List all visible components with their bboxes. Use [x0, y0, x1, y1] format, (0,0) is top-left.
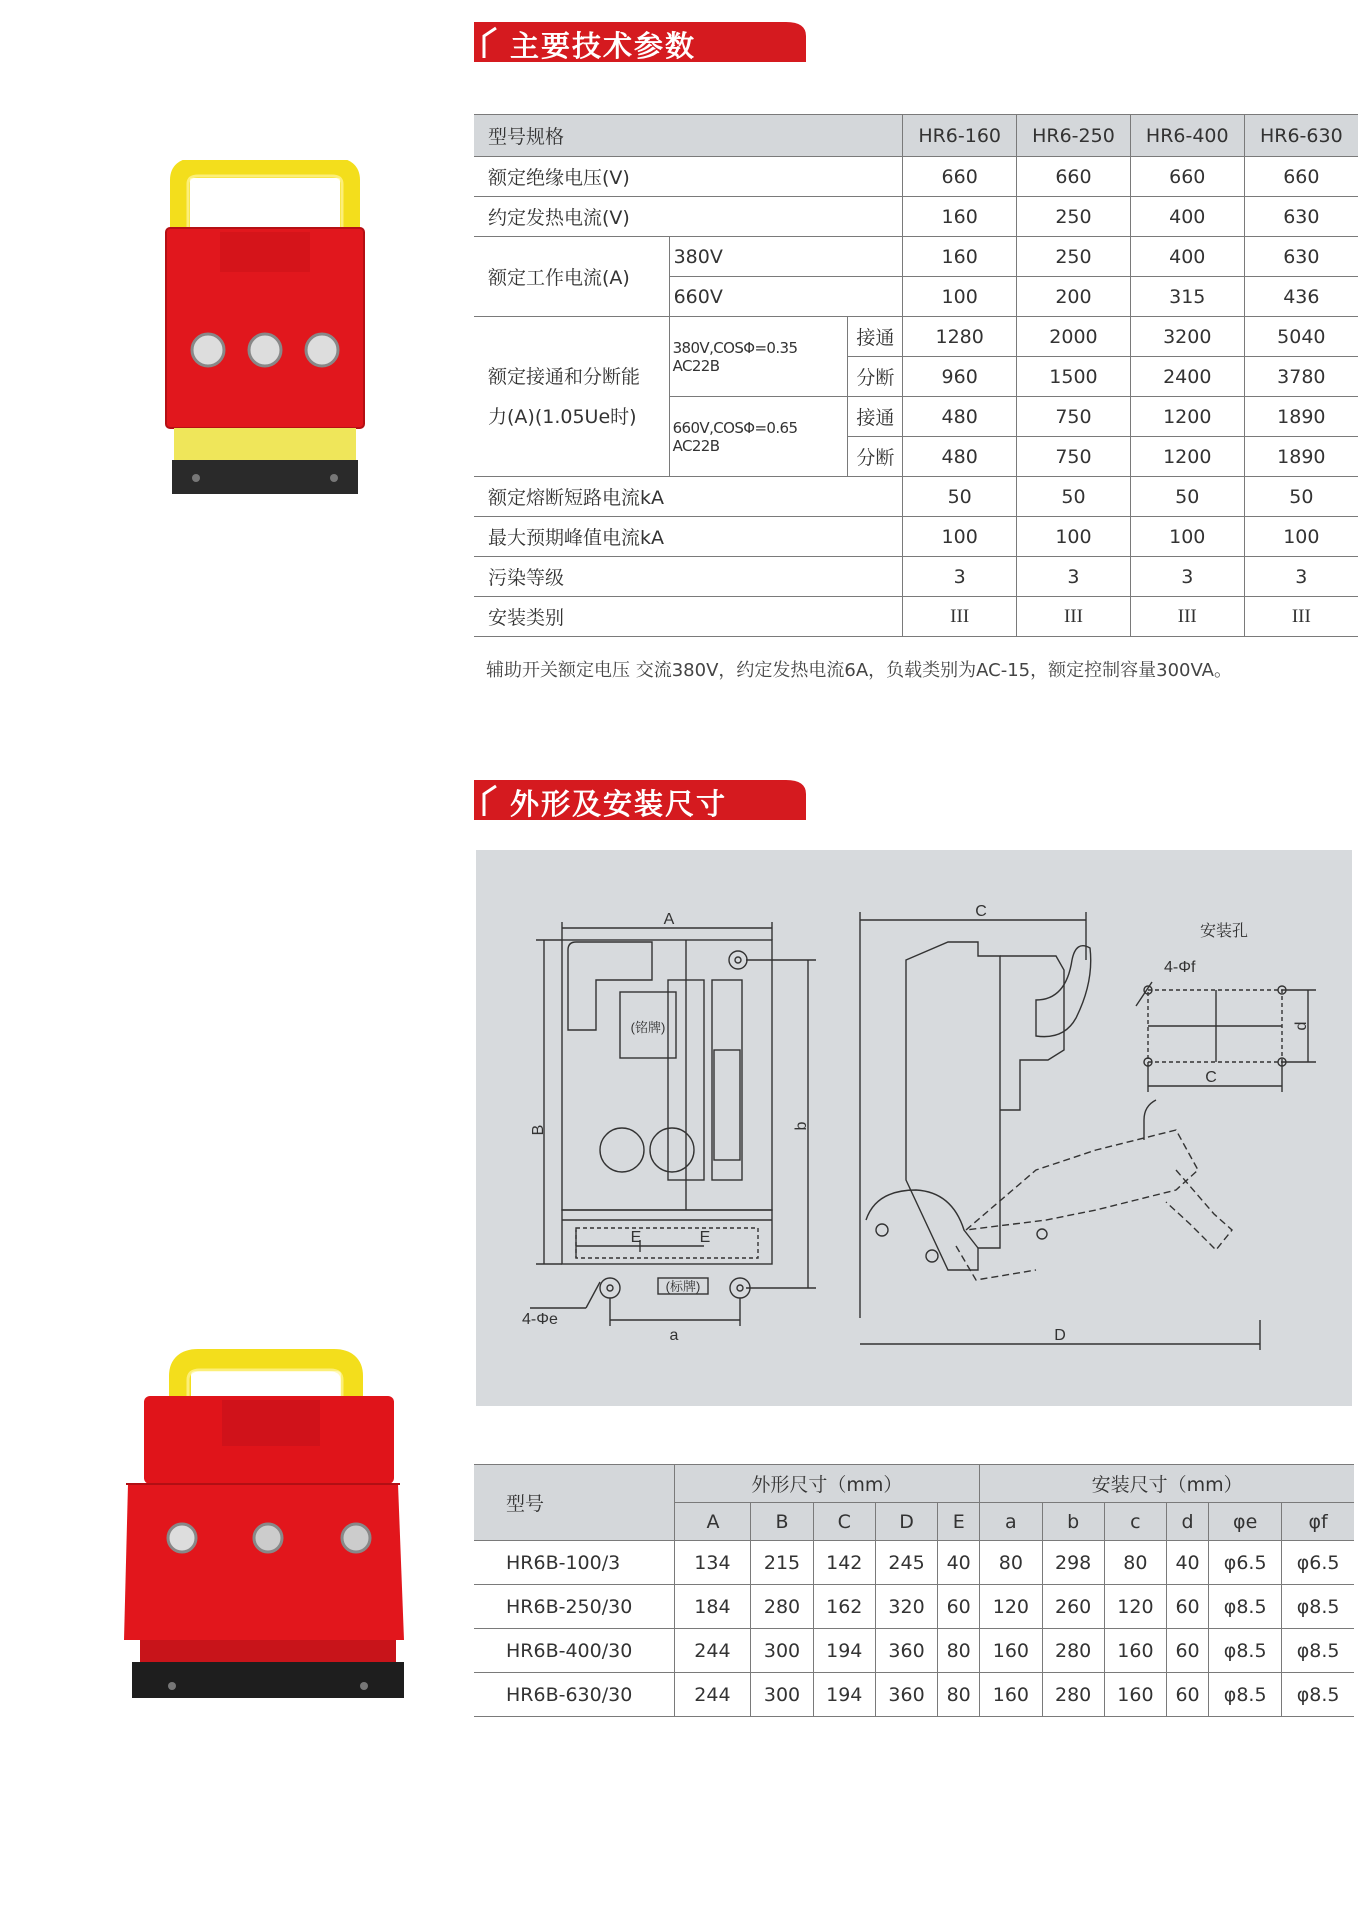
spec-cell: 630 — [1244, 237, 1358, 277]
dims-cell: 120 — [980, 1585, 1042, 1629]
dims-cell: 244 — [674, 1629, 751, 1673]
spec-cell: 1890 — [1244, 437, 1358, 477]
section-banner-spec — [474, 22, 806, 62]
dims-cell: φ8.5 — [1282, 1673, 1354, 1717]
spec-cell: 3200 — [1130, 317, 1244, 357]
product-photo-bottom — [124, 1348, 410, 1704]
dims-cell: 244 — [674, 1673, 751, 1717]
spec-cell: 2400 — [1130, 357, 1244, 397]
spec-row-thermal — [474, 197, 1358, 237]
spec-cell: 3 — [1244, 557, 1358, 597]
mount-dim-d: d — [1293, 1021, 1310, 1031]
dims-model-cell: HR6B-100/3 — [474, 1541, 674, 1585]
nameplate-label: (铭牌) — [630, 1020, 666, 1035]
dims-cell: 360 — [875, 1673, 937, 1717]
spec-cell: 1280 — [903, 317, 1017, 357]
spec-header-model: HR6-250 — [1017, 115, 1131, 157]
spec-cell: 3 — [1130, 557, 1244, 597]
dimensions-table — [474, 1464, 1354, 1717]
spec-cell: 50 — [1017, 477, 1131, 517]
dims-cell: 160 — [980, 1629, 1042, 1673]
dims-row — [474, 1541, 1354, 1585]
dims-cell: 60 — [1167, 1673, 1209, 1717]
spec-cell: 100 — [1017, 517, 1131, 557]
spec-op: 接通 — [848, 317, 903, 357]
dims-cell: 280 — [1042, 1629, 1104, 1673]
spec-cell: 100 — [1244, 517, 1358, 557]
dim-label-C: C — [975, 903, 987, 920]
dim-label-D: D — [1054, 1327, 1066, 1344]
spec-table — [474, 114, 1358, 637]
spec-cell: 436 — [1244, 277, 1358, 317]
dims-cell: 280 — [751, 1585, 813, 1629]
spec-cell: 100 — [1130, 517, 1244, 557]
dims-col-header: b — [1042, 1503, 1104, 1541]
dims-row — [474, 1585, 1354, 1629]
spec-cell: III — [1017, 597, 1131, 637]
dims-cell: 80 — [980, 1541, 1042, 1585]
dims-cell: 80 — [938, 1629, 980, 1673]
product-photo-top — [160, 160, 370, 500]
dim-label-b: b — [793, 1121, 810, 1131]
dims-outer-header: 外形尺寸（mm） — [674, 1465, 980, 1503]
spec-cell: 160 — [903, 197, 1017, 237]
dim-label-E: E — [699, 1229, 711, 1246]
dims-cell: 80 — [1104, 1541, 1166, 1585]
spec-cell: 630 — [1244, 197, 1358, 237]
dims-col-header: B — [751, 1503, 813, 1541]
spec-cell: 660 — [1017, 157, 1131, 197]
spec-cell: 2000 — [1017, 317, 1131, 357]
dims-model-cell: HR6B-250/30 — [474, 1585, 674, 1629]
side-view — [860, 912, 1260, 1350]
spec-cell: 1500 — [1017, 357, 1131, 397]
spec-row-peak — [474, 517, 1358, 557]
dims-cell: φ8.5 — [1209, 1585, 1282, 1629]
dims-cell: 184 — [674, 1585, 751, 1629]
dims-model-cell: HR6B-630/30 — [474, 1673, 674, 1717]
spec-row-working — [474, 237, 1358, 277]
spec-row-label: 最大预期峰值电流kA — [474, 517, 903, 557]
dim-label-a: a — [669, 1327, 679, 1344]
dim-label-holes-f: 4-Φf — [1164, 959, 1196, 976]
spec-cell: 750 — [1017, 397, 1131, 437]
dim-label-E: E — [630, 1229, 642, 1246]
spec-sub-label: 660V — [669, 277, 903, 317]
dims-cell: 245 — [875, 1541, 937, 1585]
mounting-hole-view — [1136, 982, 1316, 1092]
dims-cell: 260 — [1042, 1585, 1104, 1629]
dims-cell: φ8.5 — [1209, 1673, 1282, 1717]
dims-cell: 142 — [813, 1541, 875, 1585]
spec-cell: 1890 — [1244, 397, 1358, 437]
spec-cell: 3 — [903, 557, 1017, 597]
spec-row-label: 约定发热电流(V) — [474, 197, 903, 237]
dims-cell: 194 — [813, 1673, 875, 1717]
dims-col-header: D — [875, 1503, 937, 1541]
spec-row-label — [474, 317, 669, 477]
section-title-dims: 外形及安装尺寸 — [510, 787, 728, 821]
dims-col-header: E — [938, 1503, 980, 1541]
dims-cell: φ6.5 — [1282, 1541, 1354, 1585]
spec-row-fuse-short — [474, 477, 1358, 517]
spec-cell: 100 — [903, 277, 1017, 317]
spec-cell: 250 — [1017, 197, 1131, 237]
dims-cell: 360 — [875, 1629, 937, 1673]
dims-col-header: A — [674, 1503, 751, 1541]
spec-cell: 750 — [1017, 437, 1131, 477]
label-plate-label: (标牌) — [665, 1279, 701, 1294]
spec-header-model: HR6-630 — [1244, 115, 1358, 157]
spec-header-model: HR6-160 — [903, 115, 1017, 157]
breaking-label-line2: 力(A)(1.05Ue时) — [488, 405, 637, 428]
spec-cell: 5040 — [1244, 317, 1358, 357]
dim-label-holes-e: 4-Φe — [522, 1311, 558, 1328]
section-banner-dims — [474, 780, 806, 820]
dims-cell: 300 — [751, 1673, 813, 1717]
spec-cell: 400 — [1130, 197, 1244, 237]
mount-hole-title: 安装孔 — [1199, 923, 1249, 940]
spec-row-pollution — [474, 557, 1358, 597]
spec-cell: 480 — [903, 397, 1017, 437]
spec-row-breaking — [474, 317, 1358, 357]
dims-cell: 160 — [1104, 1673, 1166, 1717]
spec-cell: 660 — [903, 157, 1017, 197]
spec-cell: 200 — [1017, 277, 1131, 317]
dim-label-A: A — [663, 911, 675, 928]
spec-row-label: 污染等级 — [474, 557, 903, 597]
dims-cell: φ6.5 — [1209, 1541, 1282, 1585]
spec-cell: 3780 — [1244, 357, 1358, 397]
dims-cell: 215 — [751, 1541, 813, 1585]
spec-row-label: 安装类别 — [474, 597, 903, 637]
section-title-spec: 主要技术参数 — [510, 29, 697, 63]
spec-row-label: 额定工作电流(A) — [474, 237, 669, 317]
dims-cell: 40 — [938, 1541, 980, 1585]
dims-model-cell: HR6B-400/30 — [474, 1629, 674, 1673]
dims-col-header: φf — [1282, 1503, 1354, 1541]
spec-condition: 380V,COSΦ=0.35 AC22B — [669, 317, 848, 397]
dims-body — [474, 1541, 1354, 1717]
dims-col-header: C — [813, 1503, 875, 1541]
breaking-label-line1: 额定接通和分断能 — [488, 365, 641, 388]
spec-cell: 960 — [903, 357, 1017, 397]
dims-cell: φ8.5 — [1282, 1629, 1354, 1673]
spec-cell: 160 — [903, 237, 1017, 277]
spec-op: 分断 — [848, 437, 903, 477]
spec-cell: 660 — [1130, 157, 1244, 197]
spec-cell: 50 — [903, 477, 1017, 517]
spec-row-install-cat — [474, 597, 1358, 637]
dims-cell: 40 — [1167, 1541, 1209, 1585]
mount-dim-c: C — [1205, 1069, 1217, 1086]
dims-cell: 280 — [1042, 1673, 1104, 1717]
dims-cell: 194 — [813, 1629, 875, 1673]
spec-cell: 1200 — [1130, 437, 1244, 477]
dims-cell: 60 — [938, 1585, 980, 1629]
dims-cell: 60 — [1167, 1629, 1209, 1673]
dims-col-header: d — [1167, 1503, 1209, 1541]
dims-cell: 320 — [875, 1585, 937, 1629]
dims-col-header: a — [980, 1503, 1042, 1541]
spec-condition: 660V,COSΦ=0.65 AC22B — [669, 397, 848, 477]
dims-cell: 80 — [938, 1673, 980, 1717]
dimension-drawing — [476, 850, 1352, 1406]
dimension-drawing-svg — [476, 850, 1352, 1406]
dims-cell: 300 — [751, 1629, 813, 1673]
spec-header-label: 型号规格 — [474, 115, 903, 157]
spec-cell: 1200 — [1130, 397, 1244, 437]
spec-row-label: 额定绝缘电压(V) — [474, 157, 903, 197]
spec-cell: 400 — [1130, 237, 1244, 277]
dims-cell: 134 — [674, 1541, 751, 1585]
spec-cell: 50 — [1130, 477, 1244, 517]
spec-cell: III — [903, 597, 1017, 637]
spec-row-insulation — [474, 157, 1358, 197]
spec-cell: 250 — [1017, 237, 1131, 277]
spec-header-model: HR6-400 — [1130, 115, 1244, 157]
dims-model-header: 型号 — [474, 1465, 674, 1541]
spec-cell: III — [1130, 597, 1244, 637]
spec-cell: 3 — [1017, 557, 1131, 597]
dims-col-header: c — [1104, 1503, 1166, 1541]
aux-switch-note: 辅助开关额定电压 交流380V，约定发热电流6A，负载类别为AC-15，额定控制容量300VA。 — [486, 660, 1232, 681]
spec-sub-label: 380V — [669, 237, 903, 277]
dims-cell: 120 — [1104, 1585, 1166, 1629]
dims-cell: φ8.5 — [1282, 1585, 1354, 1629]
dims-mount-header: 安装尺寸（mm） — [980, 1465, 1354, 1503]
dims-row — [474, 1629, 1354, 1673]
dims-row — [474, 1673, 1354, 1717]
spec-cell: 100 — [903, 517, 1017, 557]
dims-cell: φ8.5 — [1209, 1629, 1282, 1673]
spec-cell: 50 — [1244, 477, 1358, 517]
dim-label-B: B — [530, 1124, 547, 1136]
spec-op: 分断 — [848, 357, 903, 397]
spec-cell: III — [1244, 597, 1358, 637]
dims-col-header: φe — [1209, 1503, 1282, 1541]
dims-cell: 60 — [1167, 1585, 1209, 1629]
dims-cell: 160 — [1104, 1629, 1166, 1673]
spec-op: 接通 — [848, 397, 903, 437]
front-view — [530, 922, 816, 1326]
spec-cell: 660 — [1244, 157, 1358, 197]
dims-cell: 162 — [813, 1585, 875, 1629]
dims-cell: 160 — [980, 1673, 1042, 1717]
spec-row-label: 额定熔断短路电流kA — [474, 477, 903, 517]
dims-cell: 298 — [1042, 1541, 1104, 1585]
spec-cell: 480 — [903, 437, 1017, 477]
spec-cell: 315 — [1130, 277, 1244, 317]
